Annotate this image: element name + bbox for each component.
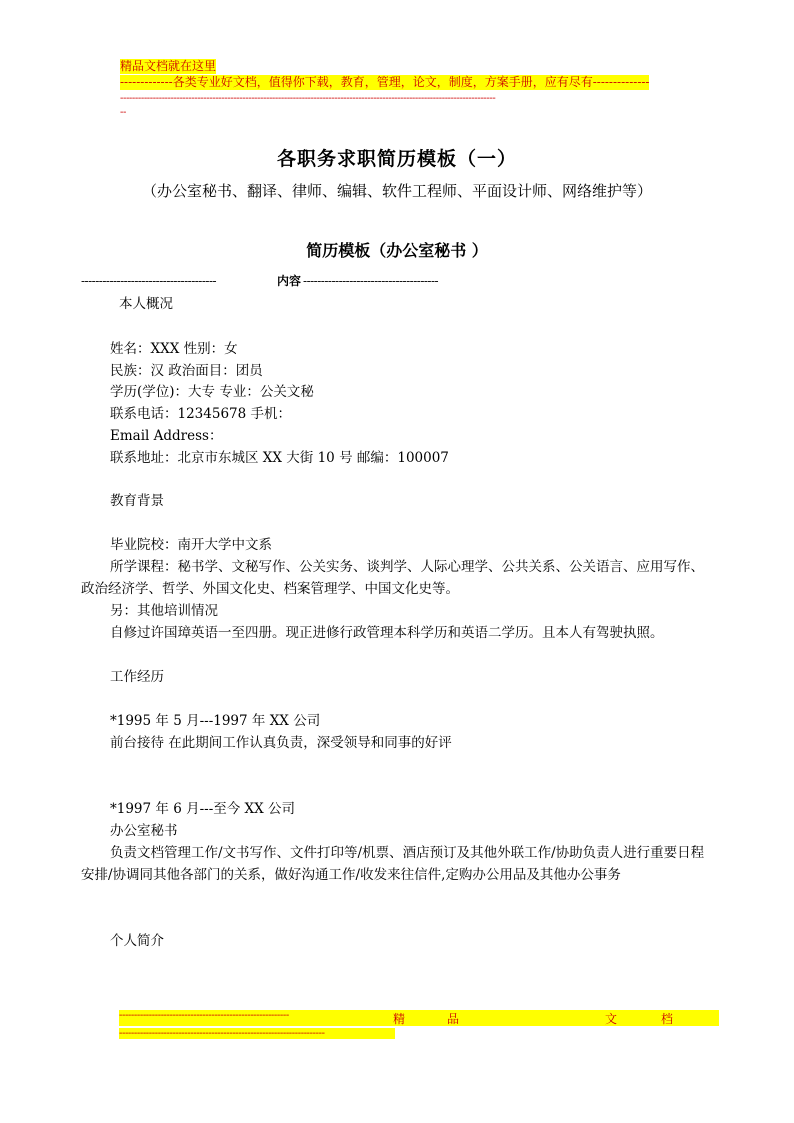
resume-title: 简历模板（办公室秘书 ）: [306, 241, 488, 260]
content-rule: [81, 272, 501, 289]
footer-char-3: 文: [605, 1012, 618, 1026]
profile-education: 学历(学位)：大专 专业：公关文秘: [110, 384, 314, 400]
page-subtitle: （办公室秘书、翻译、律师、编辑、软件工程师、平面设计师、网络维护等）: [141, 182, 652, 200]
personal-heading: 个人简介: [110, 933, 164, 949]
profile-phone: 联系电话：12345678 手机：: [110, 406, 292, 422]
promo-banner: -------------各类专业好文档，值得你下载，教育，管理，论文，制度，方案手册，应有尽有--------------: [120, 75, 650, 89]
footer-char-4: 档: [661, 1012, 674, 1026]
content-rule-right: --------------------------------------: [303, 273, 439, 288]
footer-char-1: 精: [393, 1012, 406, 1026]
header-divider: ------------------------------------------------------------------------------------------------------------------------------: [120, 93, 496, 104]
profile-address: 联系地址：北京市东城区 XX 大街 10 号 邮编：100007: [110, 450, 449, 466]
profile-email: Email Address：: [110, 428, 223, 444]
education-other-heading: 另：其他培训情况: [110, 603, 218, 619]
work-heading: 工作经历: [110, 669, 164, 685]
footer-banner: [119, 1010, 719, 1026]
profile-heading: 本人概况: [119, 296, 173, 312]
job2-period: *1997 年 6 月---至今 XX 公司: [110, 801, 296, 817]
content-rule-left: --------------------------------------: [81, 273, 217, 288]
education-courses: 所学课程：秘书学、文秘写作、公关实务、谈判学、人际心理学、公共关系、公关语言、应用写作、 政治经济学、哲学、外国文化史、档案管理学、中国文化史等。: [81, 559, 704, 597]
job2-description: 负责文档管理工作/文书写作、文件打印等/机票、酒店预订及其他外联工作/协助负责人进行重要日程安排/协调同其他各部门的关系，做好沟通工作/收发来往信件,定购办公用品及其他办公事务: [81, 845, 705, 883]
content-label: 内容: [277, 274, 302, 288]
profile-name-gender: 姓名：XXX 性别：女: [110, 341, 238, 357]
site-name-banner: 精品文档就在这里: [120, 59, 217, 73]
education-other-text: 自修过许国璋英语一至四册。现正进修行政管理本科学历和英语二学历。且本人有驾驶执照。: [110, 625, 664, 641]
education-school: 毕业院校：南开大学中文系: [110, 537, 272, 553]
header-divider-tail: --: [120, 107, 126, 118]
profile-ethnicity: 民族：汉 政治面目：团员: [110, 363, 263, 379]
footer-rule-left: ---------------------------------------------------------: [119, 1010, 289, 1021]
education-heading: 教育背景: [110, 493, 164, 509]
footer-char-2: 品: [447, 1012, 460, 1026]
job1-period: *1995 年 5 月---1997 年 XX 公司: [110, 713, 321, 729]
page-title: 各职务求职简历模板（一）: [276, 148, 517, 170]
job1-description: 前台接待 在此期间工作认真负责，深受领导和同事的好评: [110, 735, 452, 751]
job2-title: 办公室秘书: [110, 823, 178, 839]
footer-rule-bottom: ---------------------------------------------------------------------: [119, 1028, 395, 1039]
